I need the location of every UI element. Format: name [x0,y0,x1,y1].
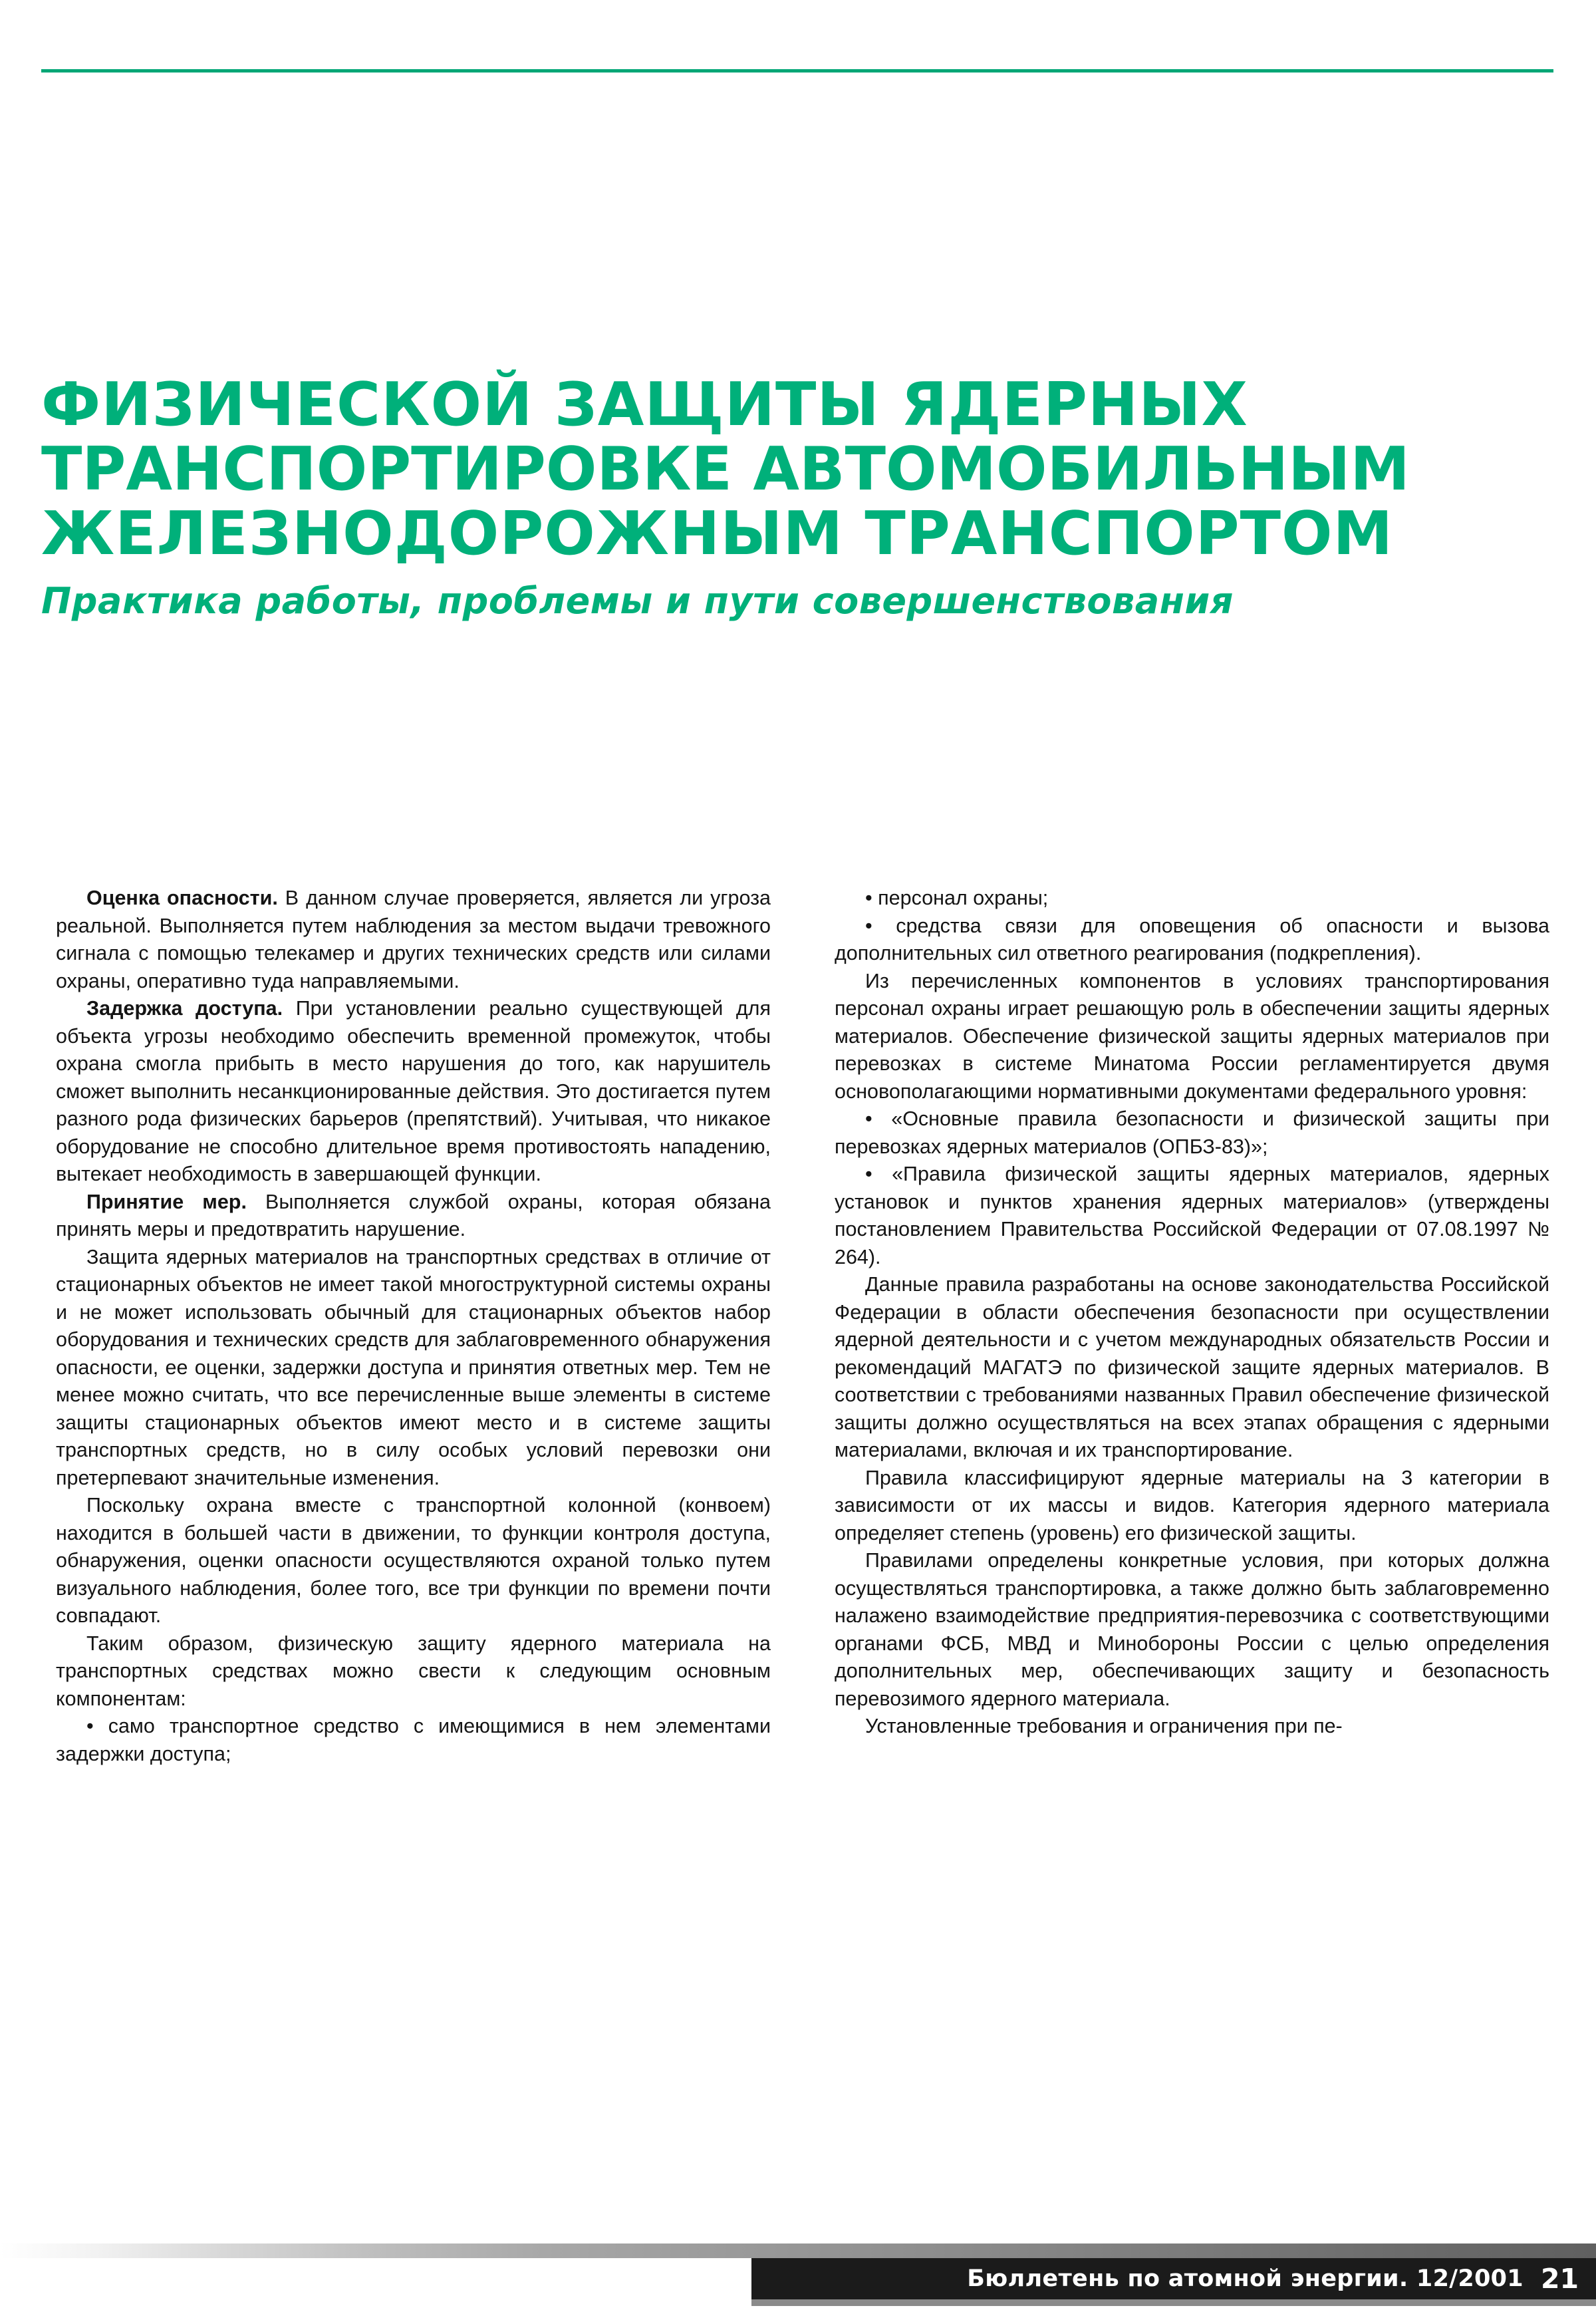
paragraph [835,1271,1549,1465]
bullet-item [835,885,1549,913]
paragraph-text: Правилами определены конкретные условия, при которых должна осуществляться транспортировка, а также должно быть заблаговременно налажено взаимодействие предприятия-перевозчика с соответствующими органами ФСБ, МВД и Минобороны России с целью определения дополнительных мер, обеспечивающих защиту и безопасность перевозимого ядерного материала. [835,1549,1549,1710]
paragraph-text: Данные правила разработаны на основе законодательства Российской Федерации в области обеспечения безопасности при осуществлении ядерной деятельности и с учетом международных обязательств России и рекомендаций МАГАТЭ по физической защите ядерных материалов. В соответствии с требованиями названных Правил обеспечение физической защиты должно осуществляться на всех этапах обращения с ядерными материалами, включая и их транспортирование. [835,1273,1549,1461]
footer-bar-shadow [751,2299,1596,2306]
right-column [835,885,1549,1768]
paragraph-lead: Принятие мер. [86,1190,247,1213]
bullet-text: • само транспортное средство с имеющимися в нем элементами задержки доступа; [56,1715,771,1765]
bullet-item [835,1161,1549,1271]
paragraph-text: Из перечисленных компонентов в условиях транспортирования персонал охраны играет решающую роль в обеспечении защиты ядерных материалов. Обеспечение физической защиты ядерных материалов при перевозках в системе Минатома России регламентируется двумя основополагающими нормативными документами федерального уровня: [835,969,1549,1103]
footer-gradient-band [0,2243,1596,2258]
paragraph-text: Установленные требования и ограничения при пе- [865,1715,1343,1737]
bullet-text: • «Основные правила безопасности и физической защиты при перевозках ядерных материалов (ОПБЗ-83)»; [835,1107,1549,1158]
bullet-item [835,1105,1549,1161]
page-subtitle: Практика работы, проблемы и пути совершенствования [41,580,1234,622]
left-column [56,885,771,1768]
bullet-text: • «Правила физической защиты ядерных материалов, ядерных установок и пунктов хранения ядерных материалов» (утверждены постановлением Правительства Российской Федерации от 07.08.1997 № 264). [835,1163,1549,1268]
paragraph [835,1713,1549,1741]
page-title-line-2: ТРАНСПОРТИРОВКЕ АВТОМОБИЛЬНЫМ [41,434,1410,504]
paragraph-text: Защита ядерных материалов на транспортных средствах в отличие от стационарных объектов не имеет такой многоструктурной системы охраны и не может использовать обычный для стационарных объектов набор оборудования и технических средств для заблаговременного обнаружения опасности, ее оценки, задержки доступа и принятия ответных мер. Тем не менее можно считать, что все перечисленные выше элементы в системе защиты стационарных объектов имеют место и в системе защиты транспортных средств, но в силу особых условий перевозки они претерпевают значительные изменения. [56,1245,771,1489]
paragraph-text: Таким образом, физическую защиту ядерного материала на транспортных средствах можно свести к следующим основным компонентам: [56,1632,771,1710]
paragraph [56,1492,771,1630]
article-body [56,885,1552,1768]
paragraph [56,1244,771,1493]
paragraph-lead: Задержка доступа. [86,997,283,1020]
paragraph [56,995,771,1189]
paragraph [56,1189,771,1244]
footer-page-number: 21 [1540,2263,1579,2295]
bullet-text: • средства связи для оповещения об опасности и вызова дополнительных сил ответного реагирования (подкрепления). [835,914,1549,964]
page-title-line-1: ФИЗИЧЕСКОЙ ЗАЩИТЫ ЯДЕРНЫХ [41,370,1248,440]
paragraph [835,1547,1549,1713]
page-title-line-3: ЖЕЛЕЗНОДОРОЖНЫМ ТРАНСПОРТОМ [41,499,1394,569]
paragraph-text: В данном случае проверяется, является ли угроза реальной. Выполняется путем наблюдения за местом выдачи тревожного сигнала с помощью телекамер и других технических средств или силами охраны, оперативно туда направляемыми. [56,887,771,992]
paragraph-text: Правила классифицируют ядерные материалы на 3 категории в зависимости от их массы и видов. Категория ядерного материала определяет степень (уровень) его физической защиты. [835,1466,1549,1544]
footer-publication-label: Бюллетень по атомной энергии. 12/2001 [967,2265,1524,2292]
article-title-block [41,372,1564,622]
paragraph-text: Выполняется службой охраны, которая обязана принять меры и предотвратить нарушение. [56,1190,771,1240]
paragraph [835,968,1549,1106]
top-divider-rule [41,69,1553,72]
paragraph-text: Поскольку охрана вместе с транспортной колонной (конвоем) находится в большей части в движении, то функции контроля доступа, обнаружения, оценки опасности осуществляются охраной только путем визуального наблюдения, более того, все три функции по времени почти совпадают. [56,1494,771,1627]
paragraph-lead: Оценка опасности. [86,887,278,909]
paragraph-text: При установлении реально существующей для объекта угрозы необходимо обеспечить временной промежуток, чтобы охрана смогла прибыть в место нарушения до того, как нарушитель сможет выполнить несанкционированные действия. Это достигается путем разного рода физических барьеров (препятствий). Учитывая, что никакое оборудование не способно длительное время противостоять нападению, вытекает необходимость в завершающей функции. [56,997,771,1185]
bullet-item [56,1713,771,1768]
bullet-text: • персонал охраны; [865,887,1049,909]
footer-bar [751,2258,1596,2299]
paragraph [56,885,771,995]
paragraph [56,1630,771,1713]
paragraph [835,1465,1549,1548]
bullet-item [835,913,1549,968]
